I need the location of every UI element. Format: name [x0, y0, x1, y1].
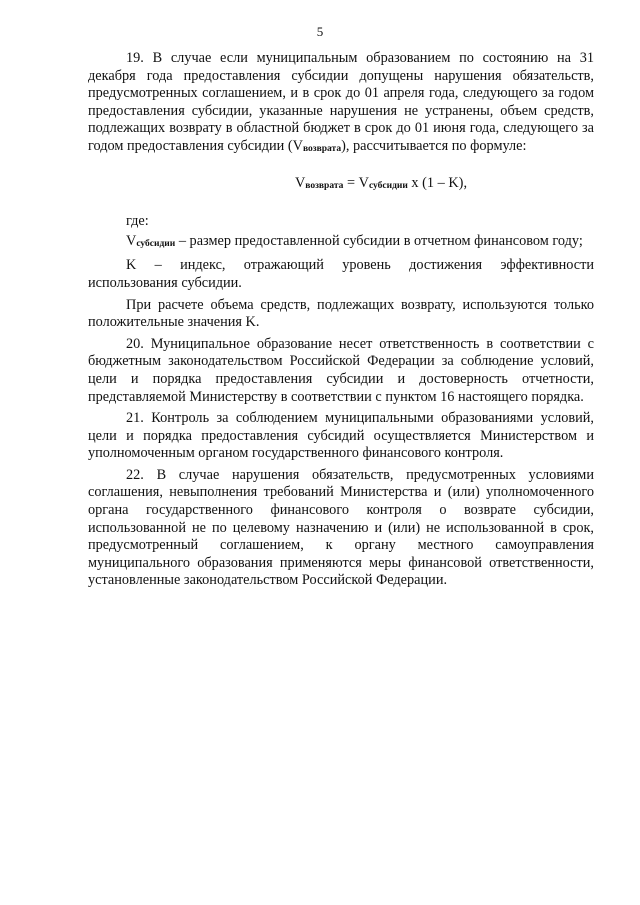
definition-v-text: – размер предоставленной субсидии в отчетном финансовом году; [175, 232, 583, 249]
formula [88, 175, 594, 196]
formula-v2-subscript: субсидии [368, 180, 408, 191]
formula-v1: V [294, 174, 306, 191]
definition-k: K – индекс, отражающий уровень достижения эффективности использования субсидии. [88, 257, 594, 291]
paragraph-calculation: При расчете объема средств, подлежащих возврату, используются только положительные значения K. [88, 296, 594, 331]
definition-v-subscript: субсидии [136, 238, 176, 249]
formula-eq: = V [343, 174, 369, 191]
document-body [88, 50, 594, 594]
formula-rest: x (1 – K), [407, 174, 468, 191]
paragraph-20: 20. Муниципальное образование несет ответственность в соответствии с бюджетным законодательством Российской Федерации за соблюдение условий, цели и порядка предоставления субсидии и достоверность отчетности, представляемой Министерству в соответствии с пунктом 16 настоящего порядка. [88, 335, 594, 405]
paragraph-22: 22. В случае нарушения обязательств, предусмотренных условиями соглашения, невыполнения требований Министерства и (или) уполномоченного органа государственного финансового контроля о возврате субсидии, использованной не по целевому назначению и (или) не использованной в срок, предусмотренный соглашением, к органу местного самоуправления муниципального образования применяются меры финансовой ответственности, установленные законодательством Российской Федерации. [88, 466, 594, 589]
paragraph-19-subscript: возврата [302, 143, 342, 154]
paragraph-21: 21. Контроль за соблюдением муниципальными образованиями условий, цели и порядка предоставления субсидий осуществляется Министерством и уполномоченным органом государственного финансового контроля. [88, 410, 594, 462]
formula-v1-subscript: возврата [305, 180, 344, 191]
definition-v-subsidy [88, 233, 594, 254]
where-label: где: [126, 213, 149, 230]
paragraph-19-text: 19. В случае если муниципальным образованием по состоянию на 31 декабря года предоставления субсидии допущены нарушения обязательств, предусмотренных соглашением, и в срок до 01 апреля года, следующего за годом предоставления субсидии, указанные нарушения не устранены, объем средств, подлежащих возврату в областной бюджет в срок до 01 июня года, следующего за годом предоставления субсидии (V [88, 50, 594, 154]
paragraph-19 [88, 50, 594, 159]
definition-v-symbol: V [126, 232, 137, 249]
page-number: 5 [316, 24, 324, 39]
paragraph-19-end: ), рассчитывается по формуле: [341, 137, 527, 154]
